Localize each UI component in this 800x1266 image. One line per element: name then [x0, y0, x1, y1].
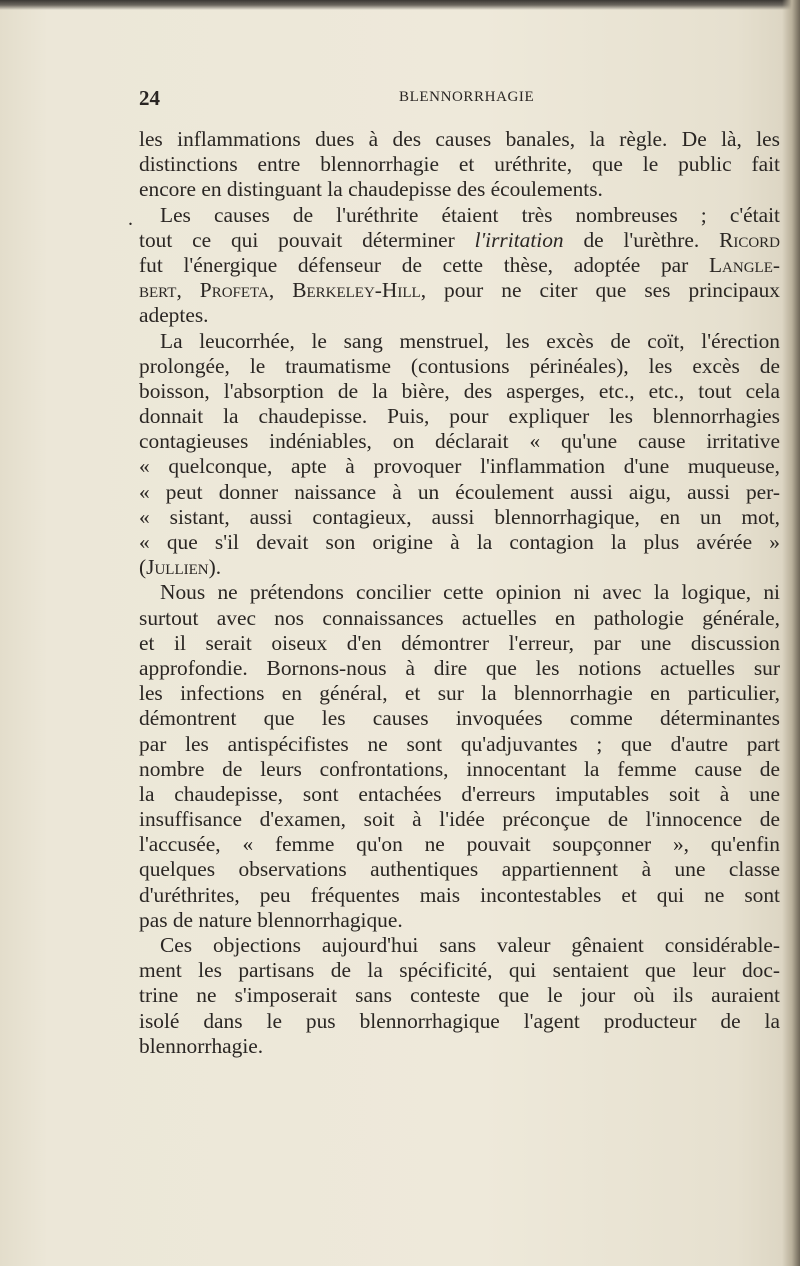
text-line: blennorrhagie.	[139, 1033, 264, 1058]
running-title: BLENNORRHAGIE	[399, 89, 535, 105]
page-right-edge-shadow	[782, 0, 800, 1266]
body-text	[139, 127, 780, 1059]
text-line: distinctions entre blennorrhagie et uréthrite, que le public fait	[139, 152, 780, 177]
text-line: bert, Profeta, Berkeley-Hill, pour ne citer que ses principaux	[139, 278, 780, 303]
text-line: fut l'énergique défenseur de cette thèse, adoptée par Langle-	[139, 252, 780, 277]
page-top-edge-shadow	[0, 0, 800, 10]
author-name-lanclebert-cont: bert	[139, 278, 177, 303]
text-line: trine ne s'imposerait sans conteste que le jour où ils auraient	[139, 983, 780, 1008]
text-line: la chaudepisse, sont entachées d'erreurs imputables soit à une	[139, 781, 780, 806]
quoted-line: « que s'il devait son origine à la contagion la plus avérée »	[139, 530, 780, 554]
text-line: l'accusée, « femme qu'on ne pouvait soupçonner », qu'enfin	[139, 832, 780, 857]
text-line: approfondie. Bornons-nous à dire que les notions actuelles sur	[139, 655, 780, 680]
text-line: les inflammations dues à des causes banales, la règle. De là, les	[139, 127, 780, 151]
author-name-jullien: Jullien	[146, 555, 209, 580]
text-line: d'uréthrites, peu fréquentes mais incontestables et qui ne sont	[139, 882, 780, 907]
margin-mark: .	[128, 208, 133, 230]
text-line: et il serait oiseux d'en démontrer l'erreur, par une discussion	[139, 630, 780, 655]
text-line: surtout avec nos connaissances actuelles en pathologie générale,	[139, 605, 780, 630]
quoted-line: « sistant, aussi contagieux, aussi blennorrhagique, en un mot,	[139, 504, 780, 529]
text-line: démontrent que les causes invoquées comme déterminantes	[139, 706, 780, 731]
text-line: pas de nature blennorrhagique.	[139, 907, 403, 932]
text-line: contagieuses indéniables, on déclarait « qu'une cause irritative	[139, 429, 780, 454]
author-name-lanclebert: Langle-	[708, 252, 780, 277]
author-name-profeta: Profeta	[199, 278, 269, 303]
page-number: 24	[139, 86, 160, 110]
author-name-ricord: Ricord	[719, 227, 780, 252]
text-line: les infections en général, et sur la blennorrhagie en particulier,	[139, 681, 780, 706]
text-line: nombre de leurs confrontations, innocentant la femme cause de	[139, 756, 780, 781]
page-header	[139, 86, 779, 116]
text-line: isolé dans le pus blennorrhagique l'agent producteur de la	[139, 1008, 780, 1033]
text-line: quelques observations authentiques appartiennent à une classe	[139, 857, 780, 882]
text-line: donnait la chaudepisse. Puis, pour expliquer les blennorrhagies	[139, 404, 780, 429]
quoted-line: « peut donner naissance à un écoulement aussi aigu, aussi per-	[139, 479, 780, 504]
text-line: tout ce qui pouvait déterminer l'irritation de l'urèthre. Ricord	[139, 227, 780, 252]
text-line: insuffisance d'examen, soit à l'idée préconçue de l'innocence de	[139, 807, 780, 832]
paragraph-start-line: Nous ne prétendons concilier cette opinion ni avec la logique, ni	[160, 580, 780, 605]
paragraph-start-line: Les causes de l'uréthrite étaient très nombreuses ; c'était	[160, 202, 780, 227]
text-line: adeptes.	[139, 303, 209, 328]
text-line: (Jullien).	[139, 555, 222, 580]
paragraph-start-line: La leucorrhée, le sang menstruel, les excès de coït, l'érection	[160, 328, 780, 353]
text-line: ment les partisans de la spécificité, qui sentaient que leur doc-	[139, 958, 780, 983]
paragraph-start-line: Ces objections aujourd'hui sans valeur gênaient considérable-	[160, 933, 780, 957]
author-name-berkeley-hill: Berkeley-Hill	[292, 278, 421, 303]
text-line: prolongée, le traumatisme (contusions périnéales), les excès de	[139, 353, 780, 378]
quoted-line: « quelconque, apte à provoquer l'inflammation d'une muqueuse,	[139, 454, 780, 479]
text-line: encore en distinguant la chaudepisse des écoulements.	[139, 177, 603, 202]
text-line: boisson, l'absorption de la bière, des asperges, etc., etc., tout cela	[139, 378, 780, 403]
emphasis-irritation: l'irritation	[474, 227, 564, 252]
text-line: par les antispécifistes ne sont qu'adjuvantes ; que d'autre part	[139, 731, 780, 756]
